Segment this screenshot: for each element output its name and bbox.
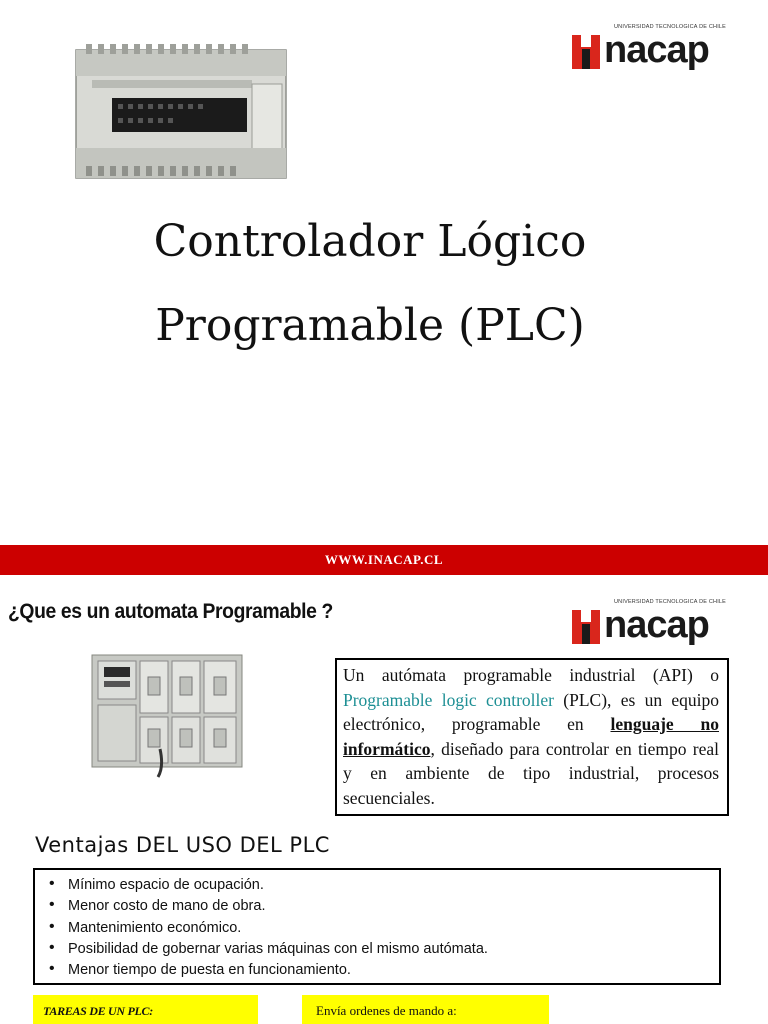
tasks-label: TAREAS DE UN PLC:: [33, 995, 258, 1024]
title-line-1: Controlador Lógico: [153, 216, 587, 267]
plc-unit-image: [72, 40, 292, 185]
orders-label: Envía ordenes de mando a:: [302, 995, 549, 1024]
logo-word: nacap: [604, 604, 709, 646]
list-item: • Mantenimiento económico.: [49, 918, 719, 939]
footer-url[interactable]: WWW.INACAP.CL: [324, 552, 444, 567]
definition-emphasis: lenguaje no informático: [343, 714, 719, 759]
advantages-list: [49, 875, 719, 981]
definition-box: [335, 658, 729, 816]
list-item: • Posibilidad de gobernar varias máquinas con el mismo autómata.: [49, 939, 719, 960]
advantages-heading: Ventajas DEL USO DEL PLC: [35, 833, 330, 857]
logo-mark-icon: [572, 35, 600, 69]
slide-title: [60, 200, 680, 368]
definition-link[interactable]: Programable logic controller: [343, 689, 555, 710]
definition-part-2: (PLC), es un equipo electrónico, programable en: [343, 689, 719, 734]
logo-tagline: UNIVERSIDAD TECNOLOGICA DE CHILE: [614, 24, 727, 30]
list-item: • Mínimo espacio de ocupación.: [49, 875, 719, 896]
slide-2: [0, 575, 768, 1024]
title-line-2: Programable (PLC): [155, 300, 585, 351]
advantages-box: [33, 868, 721, 985]
definition-part-1: Un autómata programable industrial (API) o: [343, 665, 719, 685]
logo-tagline: UNIVERSIDAD TECNOLOGICA DE CHILE: [614, 599, 727, 605]
list-item: • Menor costo de mano de obra.: [49, 896, 719, 917]
inacap-logo-2: [572, 599, 732, 647]
list-item: • Menor tiempo de puesta en funcionamiento.: [49, 960, 719, 981]
slide2-title: ¿Que es un automata Programable ?: [8, 600, 333, 623]
plc-rack-image: [88, 649, 246, 779]
inacap-logo: [572, 24, 732, 72]
footer-url-bar: [0, 545, 768, 575]
logo-word: nacap: [604, 29, 709, 71]
logo-mark-icon: [572, 610, 600, 644]
definition-part-3: , diseñado para controlar en tiempo real y en ambiente de tipo industrial, procesos secuenciales.: [343, 738, 719, 808]
